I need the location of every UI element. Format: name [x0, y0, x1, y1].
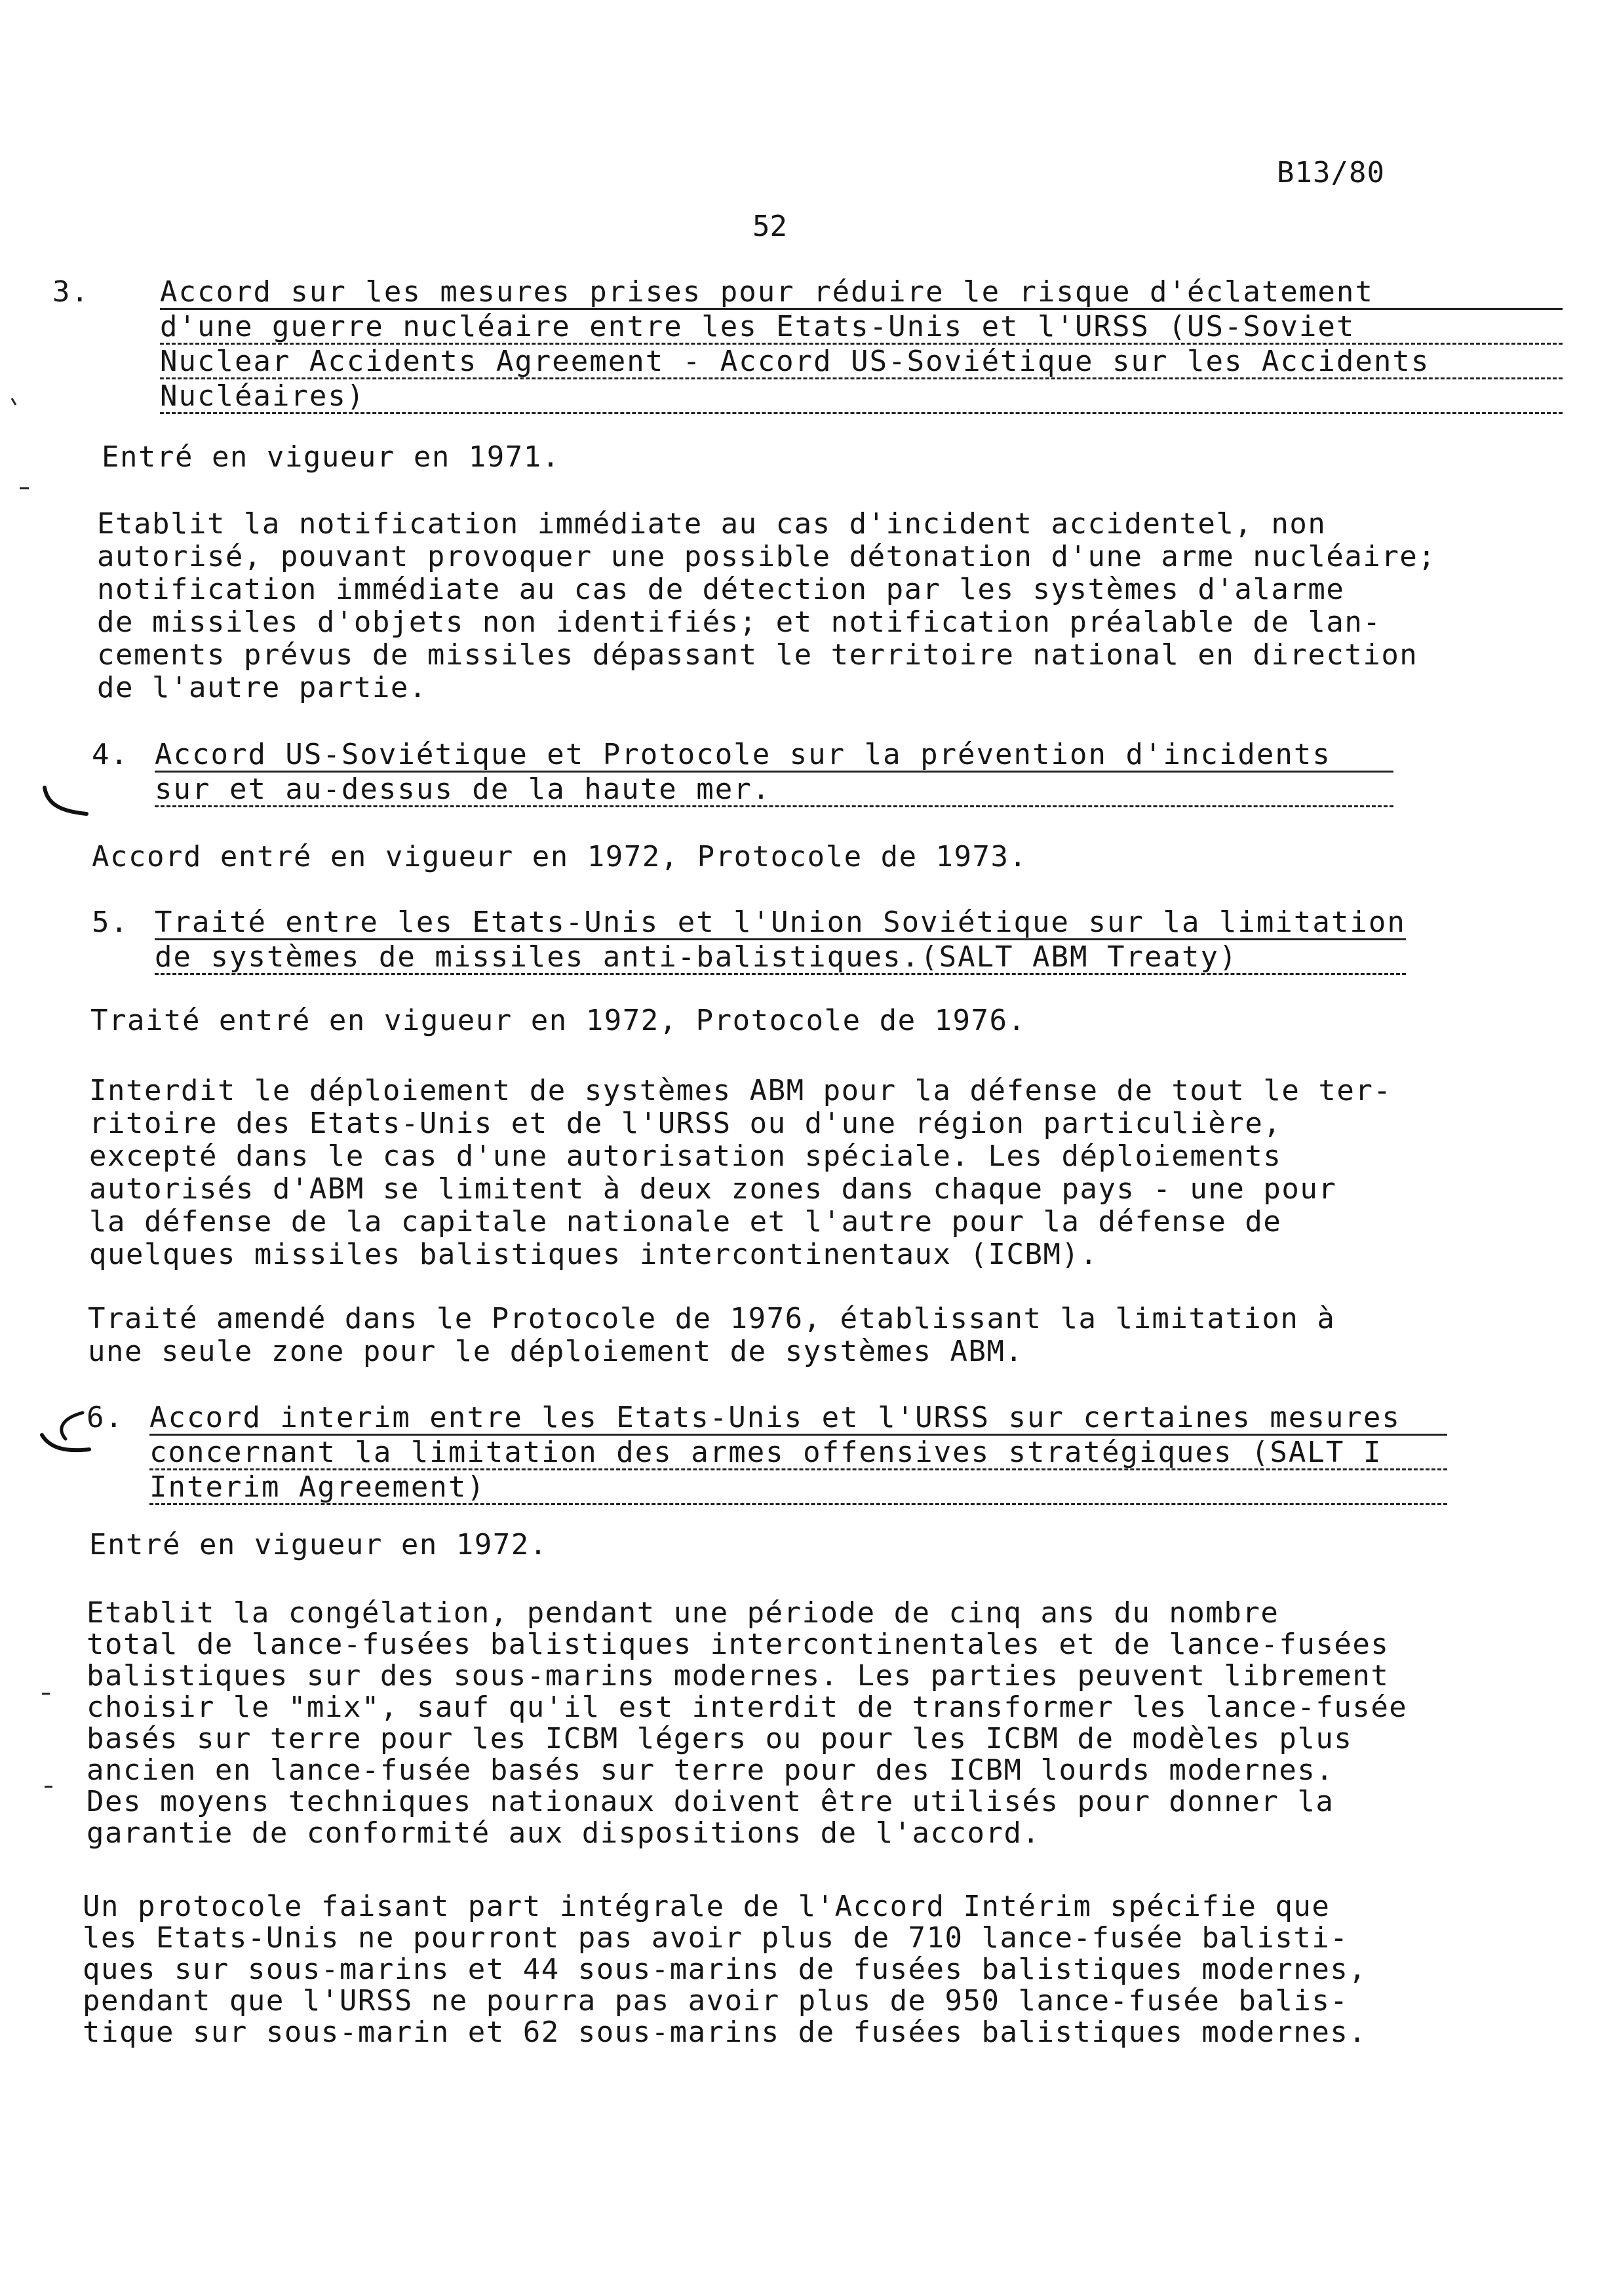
section-title-line: Nuclear Accidents Agreement - Accord US-Soviétique sur les Accidents: [160, 346, 1563, 379]
protocol-6: [83, 1891, 1367, 2048]
section-number: 6.: [87, 1401, 124, 1434]
section-number: 3.: [52, 275, 90, 309]
margin-dash: [42, 1784, 58, 1790]
text-line: Etablit la notification immédiate au cas d'incident accidentel, non: [97, 507, 1327, 541]
text-line: ques sur sous-marins et 44 sous-marins de fusées balistiques modernes,: [83, 1953, 1367, 1986]
page-number: 52: [752, 210, 787, 243]
entry-into-force-6: [89, 1528, 548, 1562]
section-title-line: Accord interim entre les Etats-Unis et l'URSS sur certaines mesures: [149, 1402, 1447, 1436]
text-line: de missiles d'objets non identifiés; et notification préalable de lan-: [97, 605, 1382, 639]
section-title-line: Accord sur les mesures prises pour réduire le risque d'éclatement: [160, 277, 1563, 310]
text-line: une seule zone pour le déploiement de systèmes ABM.: [88, 1335, 1024, 1368]
text-line: Traité amendé dans le Protocole de 1976, établissant la limitation à: [88, 1302, 1336, 1335]
section-title-line: concernant la limitation des armes offensives stratégiques (SALT I: [149, 1437, 1447, 1470]
text-line: Entré en vigueur en 1971.: [102, 440, 560, 474]
text-line: balistiques sur des sous-marins modernes. Les parties peuvent librement: [87, 1659, 1390, 1693]
text-line: tique sur sous-marin et 62 sous-marins de fusées balistiques modernes.: [83, 2016, 1367, 2049]
text-line: pendant que l'URSS ne pourra pas avoir plus de 950 lance-fusée balis-: [83, 1984, 1349, 2018]
description-6: [87, 1598, 1407, 1849]
section-title-line: sur et au-dessus de la haute mer.: [155, 774, 1393, 807]
description-5: [89, 1075, 1391, 1271]
description-3: [97, 508, 1436, 704]
margin-tick: [9, 396, 22, 409]
text-line: garantie de conformité aux dispositions de l'accord.: [87, 1816, 1041, 1850]
margin-dash: [17, 485, 33, 491]
entry-into-force-4: [92, 840, 1028, 874]
text-line: Un protocole faisant part intégrale de l'Accord Intérim spécifie que: [83, 1890, 1331, 1923]
margin-dash: [39, 1691, 55, 1697]
text-line: choisir le "mix", sauf qu'il est interdit de transformer les lance-fusée: [87, 1691, 1408, 1724]
text-line: Interdit le déploiement de systèmes ABM pour la défense de tout le ter-: [89, 1074, 1392, 1107]
text-line: quelques missiles balistiques intercontinentaux (ICBM).: [89, 1238, 1099, 1271]
text-line: autorisés d'ABM se limitent à deux zones dans chaque pays - une pour: [89, 1172, 1337, 1206]
section-number: 4.: [92, 738, 129, 771]
section-number: 5.: [92, 906, 129, 939]
entry-into-force-5: [90, 1004, 1026, 1038]
text-line: Accord entré en vigueur en 1972, Protocole de 1973.: [92, 840, 1028, 873]
text-line: Entré en vigueur en 1972.: [89, 1528, 548, 1561]
section-title-line: Traité entre les Etats-Unis et l'Union Soviétique sur la limitation: [155, 906, 1406, 939]
section-title-line: Nucléaires): [160, 381, 1563, 414]
section-title-line: Accord US-Soviétique et Protocole sur la prévention d'incidents: [155, 739, 1393, 773]
document-reference: B13/80: [1277, 156, 1385, 189]
text-line: Etablit la congélation, pendant une période de cinq ans du nombre: [87, 1596, 1279, 1630]
section-title-line: d'une guerre nucléaire entre les Etats-Unis et l'URSS (US-Soviet: [160, 311, 1563, 345]
text-line: cements prévus de missiles dépassant le territoire national en direction: [97, 638, 1418, 672]
text-line: Des moyens techniques nationaux doivent être utilisés pour donner la: [87, 1785, 1334, 1818]
text-line: basés sur terre pour les ICBM légers ou pour les ICBM de modèles plus: [87, 1722, 1353, 1755]
section-title-line: de systèmes de missiles anti-balistiques.(SALT ABM Treaty): [155, 942, 1406, 975]
text-line: la défense de la capitale nationale et l'autre pour la défense de: [89, 1205, 1282, 1238]
text-line: ancien en lance-fusée basés sur terre pour des ICBM lourds modernes.: [87, 1753, 1334, 1787]
text-line: excepté dans le cas d'une autorisation spéciale. Les déploiements: [89, 1139, 1282, 1173]
amendment-5: [88, 1303, 1335, 1368]
section-title-line: Interim Agreement): [149, 1472, 1447, 1505]
margin-check-mark-4: [41, 784, 93, 823]
text-line: de l'autre partie.: [97, 671, 427, 704]
text-line: notification immédiate au cas de détection par les systèmes d'alarme: [97, 573, 1345, 606]
text-line: autorisé, pouvant provoquer une possible détonation d'une arme nucléaire;: [97, 540, 1437, 573]
text-line: total de lance-fusées balistiques intercontinentales et de lance-fusées: [87, 1628, 1390, 1661]
text-line: Traité entré en vigueur en 1972, Protocole de 1976.: [90, 1004, 1026, 1037]
text-line: les Etats-Unis ne pourront pas avoir plus de 710 lance-fusée balisti-: [83, 1921, 1349, 1955]
entry-into-force-3: [102, 440, 560, 474]
text-line: ritoire des Etats-Unis et de l'URSS ou d'une région particulière,: [89, 1107, 1282, 1140]
margin-check-mark-6: [37, 1409, 96, 1461]
